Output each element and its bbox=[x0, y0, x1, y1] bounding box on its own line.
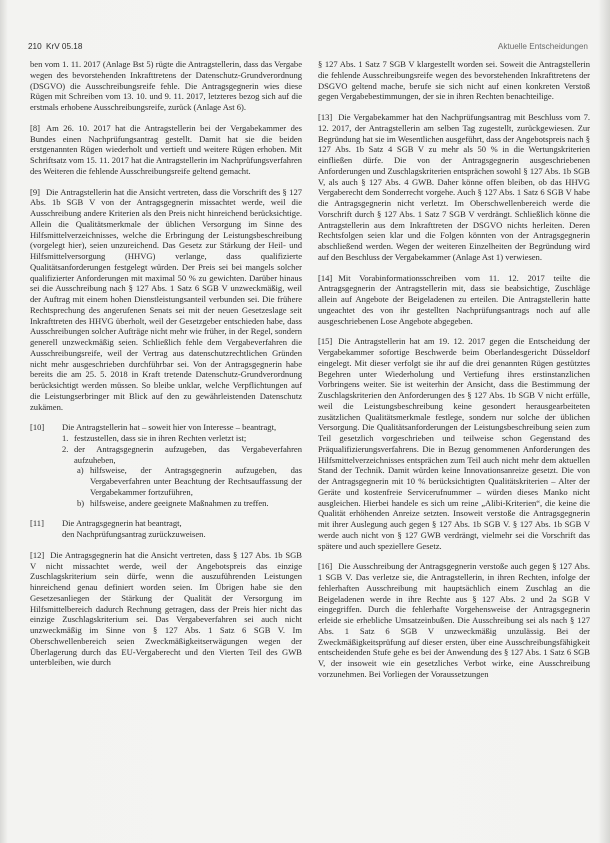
sub-list-item bbox=[77, 465, 302, 497]
left-column bbox=[30, 59, 302, 678]
paragraph-number: [16] bbox=[318, 561, 333, 572]
motion-text: den Nachprüfungsantrag zurückzuweisen. bbox=[62, 529, 206, 539]
paragraph-text: Die Vergabekammer hat den Nachprüfungsantrag mit Beschluss vom 7. 12. 2017, der Antragstellerin am selben Tag zugestellt, zurückgewiesen. Zur Begründung hat sie im Wesentlichen ausgeführt, dass der Angebotspreis nach § 127 Abs. 1b Satz 4 SGB V zu mehr als 50 % in die Wertungskriterien einfließen dürfe. Die von der Antragsgegnerin ausgeschriebenen Anforderungen und Zuschlagskriterien entsprächen sowohl § 127 Abs. 1b SGB V, als auch § 127 Abs. 4 GWB. Daher könne offen bleiben, ob das HHVG Vergaberecht dem Sonderrecht vorgehe. Auch § 127 Abs. 1 Satz 6 SGB V habe die Antragsgegnerin nicht verletzt. Im Oberschwellenbereich werde die Vorschrift durch § 127 Abs. 1 Satz 7 SGB V verdrängt. Schließlich könne die Antragstellerin aus dem Inkrafttreten der DSGVO nichts herleiten. Deren Rechtsfolgen seien klar und die Folgen könnten von der Antragsgegnerin abschließend werden. Wegen der weiteren Einzelheiten der Begründung wird auf den Beschluss der Vergabekammer (Anlage Ast 1) verwiesen. bbox=[318, 112, 590, 262]
paragraph-8 bbox=[30, 123, 302, 177]
motion-intro: Die Antragsgegnerin hat beantragt, bbox=[62, 518, 182, 529]
paragraph-text: Am 26. 10. 2017 hat die Antragstellerin bei der Vergabekammer des Bundes einen Nachprüfungsantrag gestellt. Damit hat sie die beiden erstgenannten Rügen wiederholt und vertieft und weitere Rügen erhoben. Mit Schriftsatz vom 15. 11. 2017 hat die Antragstellerin im Nachprüfungsverfahren des Weiteren die fehlende Ausschreibungsreife geltend gemacht. bbox=[30, 122, 302, 176]
paragraph-text: Mit Vorabinformationsschreiben vom 11. 12. 2017 teilte die Antragsgegnerin der Antragstellerin mit, dass sie beabsichtige, Zuschläge allein auf Angebote der Beigeladenen zu erteilen. Die Antragstellerin hatte ungeachtet des von ihr gestellten Nachprüfungsantrags noch auf alle ausgeschriebenen Lose Angebote abgegeben. bbox=[318, 272, 590, 326]
paragraph-number: [8] bbox=[30, 122, 40, 133]
motion-list bbox=[62, 422, 302, 508]
paragraph-number: [10] bbox=[30, 422, 45, 433]
running-header bbox=[28, 42, 588, 54]
right-column bbox=[318, 59, 590, 690]
paragraph-13 bbox=[318, 112, 590, 263]
paragraph-15 bbox=[318, 336, 590, 551]
paragraph-16 bbox=[318, 561, 590, 679]
section-title: Aktuelle Entscheidungen bbox=[497, 42, 588, 51]
paragraph-number: [15] bbox=[318, 336, 333, 347]
paragraph-number: [13] bbox=[318, 112, 333, 122]
list-item bbox=[62, 444, 302, 466]
paragraph-continued: ben vom 1. 11. 2017 (Anlage Bst 5) rügte die Antragstellerin, dass das Vergabe wegen des bevorstehenden Inkrafttretens der Datenschutz-Grundverordnung (DSGVO) die Ausschreibungsreife fehle. Die Antragsgegnerin wies diese Rügen mit Schreiben vom 13. 10. und 9. 11. 2017, letzteres bezog sich auf die erstmals erhobene Ausschreibungsreife, zurück (Anlage Ast 6). bbox=[30, 59, 302, 112]
list-text: hilfsweise, der Antragsgegnerin aufzugeben, das Vergabeverfahren unter Beachtung der Rechtsauffassung der Vergabekammer fortzuführen, bbox=[90, 465, 302, 497]
list-marker: b) bbox=[77, 497, 85, 508]
list-marker: 2. bbox=[62, 443, 69, 454]
list-text: festzustellen, dass sie in ihren Rechten verletzt ist; bbox=[74, 433, 247, 443]
list-marker: a) bbox=[77, 465, 84, 476]
paragraph-11 bbox=[30, 518, 302, 540]
list-text: der Antragsgegnerin aufzugeben, das Vergabeverfahren aufzuheben, bbox=[74, 443, 302, 465]
paragraph-12 bbox=[30, 550, 302, 668]
paragraph-10 bbox=[30, 422, 302, 508]
motion-list bbox=[62, 518, 302, 540]
list-marker: 1. bbox=[62, 433, 69, 443]
list-item bbox=[62, 433, 302, 444]
paragraph-9 bbox=[30, 187, 302, 413]
page-number: 210 bbox=[28, 42, 42, 51]
paragraph-text: Die Antragsgegnerin hat die Ansicht vertreten, dass § 127 Abs. 1b SGB V nicht missachtet werde, weil der Angebotspreis das einzige Zuschlagskriterium sein dürfe, wenn die auszuführenden Leistungen hinreichend genau definiert worden seien. Im Übrigen habe sie den Gesetzesanliegen der Stärkung der Qualität der Versorgung im Hilfsmittelbereich dadurch Rechnung getragen, dass der Preis hier nicht das einzige Zuschlagskriterium sei. Das Vergabeverfahren sei auch nicht unzweckmäßig im Sinne von § 127 Abs. 1 Satz 6 SGB V. Im Oberschwellenbereich seien Zweckmäßigkeitserwägungen wegen der Überlagerung durch das EU-Vergaberecht und den Vierten Teil des GWB unterbleiben, wie durch bbox=[30, 549, 302, 668]
paragraph-number: [9] bbox=[30, 186, 40, 197]
paragraph-number: [12] bbox=[30, 549, 45, 560]
journal-issue: KrV 05.18 bbox=[46, 42, 83, 51]
paragraph-text: Die Antragstellerin hat am 19. 12. 2017 gegen die Entscheidung der Vergabekammer sofortige Beschwerde beim Oberlandesgericht Düsseldorf eingelegt. Mit dieser verfolgt sie ihr auf die drei genannten Rügen gestütztes Begehren unter Wiederholung und Vertiefung ihres erstinstanzlichen Vorbringens weiter. Sie ist weiterhin der Ansicht, dass die Bestimmung der Zuschlagskriterien den Anforderungen des § 127 Abs. 1b SGB V nicht erfülle, weil die Leistungsbeschreibung keine gesondert herausgearbeiteten zusätzlichen Qualitätsmerkmale festlege, sondern nur solche der üblichen Versorgung. Die Qualitätsanforderungen der Leistungsbeschreibung seien zum Teil gesetzlich vorgeschrieben und teilweise schon Gegenstand des Präqualifizierungsverfahrens. Die in Bezug genommenen Anforderungen des Hilfsmittelverzeichnisses entsprächen zum Teil auch nicht mehr dem aktuellen Stand der Technik. Damit würden keine Innovationsanreize gesetzt. Die von der Antragsgegnerin mit 10 % berücksichtigten Qualitätskriterien – Alter der Geräte und kostenfreie Servicerufnummer – würden dieses Manko nicht ausgleichen. Hierbei handele es sich um reine „Alibi-Kriterien“, die keine die Qualität erhöhenden Anreize setzten. Insoweit verstoße die Antragsgegnerin mit ihrer Auslegung auch gegen § 127 Abs. 1b SGB V. § 127 Abs. 1b SGB V werde auch nicht von § 127 GWB verdrängt, vielmehr sei die Vorschrift das spätere und auch speziellere Gesetz. bbox=[318, 336, 590, 551]
paragraph-14 bbox=[318, 273, 590, 327]
paragraph-text: Die Ausschreibung der Antragsgegnerin verstoße auch gegen § 127 Abs. 1 SGB V. Das verletze sie, die Antragstellerin, in ihren Rechten, infolge der fehlerhaften Ausschreibung mit hauptsächlich einem Zuschlag an die Beigeladenen werde in ihre Rechte aus § 127 Abs. 2 und 2a SGB V eingegriffen. Durch die fehlerhafte Vorgehensweise der Antragsgegnerin erleide sie erhebliche Umsatzeinbußen. Die Ausschreibung sei als nach § 127 Abs. 1 Satz 6 SGB V unzweckmäßig unzulässig. Bei der Zweckmäßigkeitsprüfung auf dieser ersten, über eine Ausschreibungsfähigkeit entscheidenden Stufe gehe es bei der Anwendung des § 127 Abs. 1 Satz 6 SGB V, der insoweit wie ein gesetzliches Verbot wirke, eine Ausschreibung vorzunehmen. Bei Vorliegen der Voraussetzungen bbox=[318, 561, 590, 679]
list-text: hilfsweise, andere geeignete Maßnahmen zu treffen. bbox=[90, 497, 269, 508]
paragraph-text: Die Antragstellerin hat die Ansicht vertreten, dass die Vorschrift des § 127 Abs. 1b SGB V von der Antragsgegnerin missachtet werde, weil die Ausschreibung andere Kriterien als den Preis nicht hinreichend berücksichtige. Allein die Qualitätsmerkmale der üblichen Versorgung im Sinne des Hilfsmittelverzeichnisses, welche die Erbringung der Leistungsbeschreibung (vorgelegt hier), seien unzureichend. Das Gesetz zur Stärkung der Heil- und Hilfsmittelversorgung (HHVG) verlange, dass qualifizierte Qualitätsanforderungen festgelegt würden. Der Preis sei bei mangels solcher qualifizierter Anforderungen mit maximal 50 % zu gewichten. Darüber hinaus sei die Ausschreibung nach § 127 Abs. 1 Satz 6 SGB V unzweckmäßig, weil der Auftrag mit einem hohen Dienstleistungsanteil verbunden sei. Die frühere Rechtsprechung des angerufenen Senats sei mit der neuen Gesetzeslage seit Inkrafttreten des HHVG überholt, weil der Gesetzgeber entschieden habe, dass Ausschreibungen solcher Aufträge nicht mehr wie früher, in der Regel, sondern generell unzweckmäßig seien. Schließlich fehle dem Vergabeverfahren die Ausschreibungsreife, weil der Vertrag aus datenschutzrechtlichen Gründen nicht mehr ausgeschrieben durchführbar sei. Von der Antragsgegnerin habe bereits die am 25. 5. 2018 in Kraft tretende Datenschutz-Grundverordnung berücksichtigt werden müssen. So bleibe unklar, welche Verpflichtungen auf die Leistungserbringer mit Blick auf den zu gewährleistenden Datenschutz zukämen. bbox=[30, 186, 302, 412]
motion-intro: Die Antragstellerin hat – soweit hier von Interesse – beantragt, bbox=[62, 422, 277, 433]
paragraph-number: [11] bbox=[30, 518, 44, 529]
paragraph-number: [14] bbox=[318, 272, 333, 283]
sub-list-item bbox=[77, 498, 302, 509]
paragraph-continued: § 127 Abs. 1 Satz 7 SGB V klargestellt worden sei. Soweit die Antragstellerin die fehlende Ausschreibungsreife wegen des bevorstehenden Inkrafttretens der DSGVO geltend mache, berufe sie sich nicht auf einen konkreten Verstoß gegen Vergabebestimmungen, der sie in ihren Rechten benachteilige. bbox=[318, 59, 590, 102]
